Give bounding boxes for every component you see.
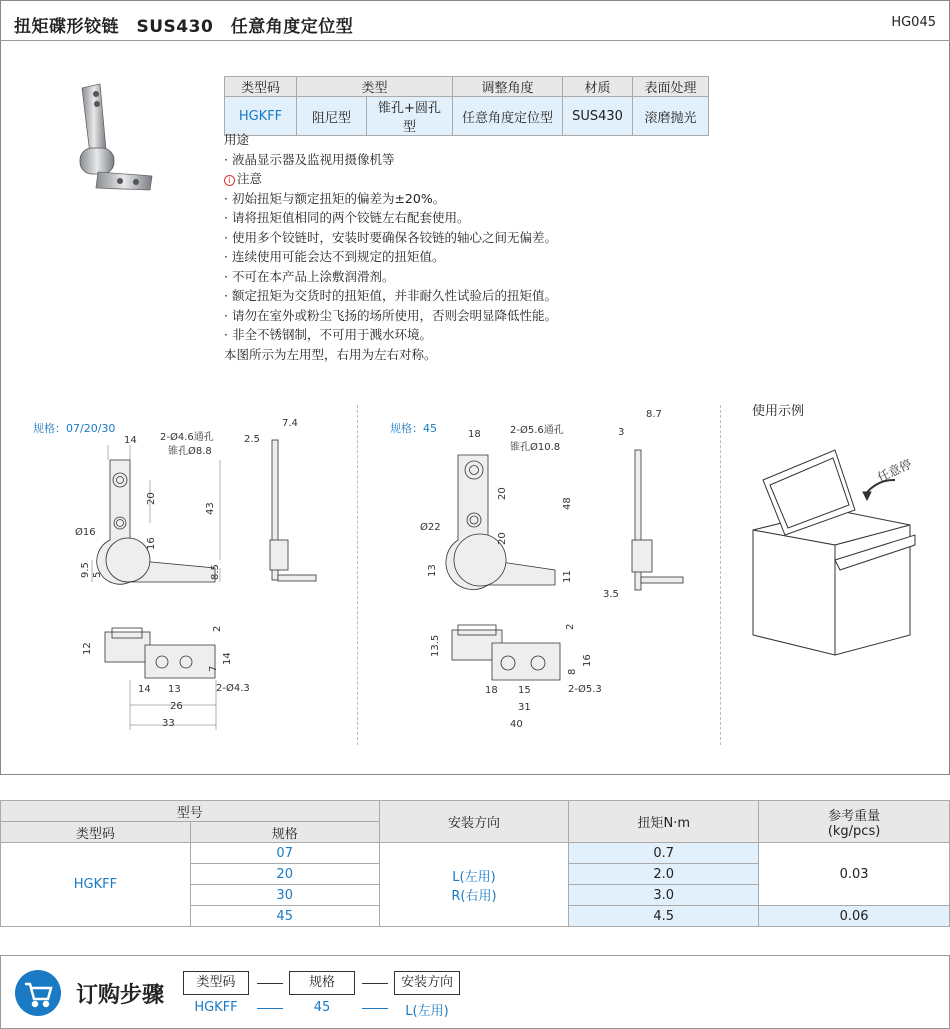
divider-1 — [357, 405, 358, 745]
drawing2 — [370, 405, 710, 740]
spec-cell: 30 — [190, 885, 379, 906]
spec-type-damper: 阻尼型 — [297, 97, 367, 136]
step-connector — [362, 1008, 388, 1009]
svg-text:3.5: 3.5 — [603, 589, 619, 600]
spec-cell: 45 — [190, 906, 379, 927]
svg-text:Ø16: Ø16 — [75, 527, 96, 538]
order-step-value: L(左用) — [405, 1004, 449, 1019]
drawing1 — [20, 410, 340, 740]
svg-text:13: 13 — [168, 684, 181, 695]
spec-cell: 07 — [190, 843, 379, 864]
caution-title: 注意 — [237, 171, 263, 186]
svg-text:2: 2 — [565, 623, 576, 630]
svg-text:31: 31 — [518, 702, 531, 713]
drawing2-spec-label: 规格：45 — [390, 422, 437, 435]
svg-text:12: 12 — [82, 642, 93, 655]
spec-angle: 任意角度定位型 — [453, 97, 563, 136]
svg-text:20: 20 — [497, 487, 508, 500]
type-code-cell: HGKFF — [1, 843, 191, 927]
info-icon: i — [224, 175, 235, 186]
svg-text:13.5: 13.5 — [430, 634, 441, 657]
svg-text:8: 8 — [567, 668, 578, 675]
direction-cell — [379, 843, 569, 927]
svg-text:13: 13 — [427, 564, 438, 577]
svg-text:40: 40 — [510, 719, 523, 730]
torque-cell: 2.0 — [569, 864, 759, 885]
order-title: 订购步骤 — [76, 983, 165, 1008]
caution-title-row — [224, 169, 557, 189]
svg-text:8.7: 8.7 — [646, 409, 662, 420]
spec-type-hole: 锥孔+圆孔型 — [367, 97, 453, 136]
direction-header: 安装方向 — [379, 801, 569, 843]
svg-text:14: 14 — [124, 435, 137, 446]
order-step-label: 规格 — [289, 971, 355, 995]
usage-title: 用途 — [224, 132, 250, 147]
product-code: HG045 — [891, 15, 936, 30]
svg-text:5: 5 — [92, 571, 103, 578]
spec-cell: 20 — [190, 864, 379, 885]
svg-text:Ø22: Ø22 — [420, 522, 441, 533]
notes-section — [224, 130, 557, 364]
type-code-header: 类型码 — [1, 822, 191, 843]
spec-header-angle: 调整角度 — [453, 77, 563, 97]
spec-header-surface: 表面处理 — [633, 77, 709, 97]
weight-header-label: 参考重量 — [828, 808, 881, 824]
order-step-label: 类型码 — [183, 971, 249, 995]
svg-text:20: 20 — [497, 532, 508, 545]
svg-text:7: 7 — [208, 665, 219, 672]
svg-text:14: 14 — [138, 684, 151, 695]
cart-icon — [15, 970, 61, 1016]
svg-text:锥孔Ø8.8: 锥孔Ø8.8 — [168, 446, 212, 457]
caution-item: · 非全不锈钢制，不可用于溅水环境。 — [224, 327, 432, 342]
weight-header-unit: (kg/pcs) — [827, 823, 881, 839]
order-step-value: 45 — [313, 1000, 331, 1015]
caution-item: · 请将扭矩值相同的两个铰链左右配套使用。 — [224, 210, 470, 225]
order-step-value: HGKFF — [194, 1000, 238, 1015]
usage-text: · 液晶显示器及监视用摄像机等 — [224, 151, 395, 167]
svg-text:43: 43 — [205, 502, 216, 515]
svg-text:2.5: 2.5 — [244, 434, 260, 445]
usage-illustration — [745, 440, 935, 660]
svg-text:2-Ø5.6通孔: 2-Ø5.6通孔 — [510, 425, 564, 436]
caution-item: · 请勿在室外或粉尘飞扬的场所使用，否则会明显降低性能。 — [224, 307, 557, 323]
svg-text:33: 33 — [162, 718, 175, 729]
header-divider — [0, 40, 950, 41]
torque-cell: 3.0 — [569, 885, 759, 906]
spec-type-code: HGKFF — [225, 97, 297, 136]
svg-text:18: 18 — [485, 685, 498, 696]
svg-text:2-Ø4.6通孔: 2-Ø4.6通孔 — [160, 432, 214, 443]
spec-header-type: 类型 — [297, 77, 453, 97]
notes-footer: 本图所示为左用型，右用为左右对称。 — [224, 346, 437, 362]
usage-example-title: 使用示例 — [752, 404, 805, 419]
order-step-label: 安装方向 — [394, 971, 460, 995]
svg-text:8.5: 8.5 — [210, 564, 221, 580]
weight-cell: 0.06 — [759, 906, 950, 927]
svg-text:26: 26 — [170, 701, 183, 712]
caution-item: · 连续使用可能会达不到规定的扭矩值。 — [224, 249, 445, 264]
svg-text:16: 16 — [146, 537, 157, 550]
weight-cell: 0.03 — [759, 843, 950, 906]
svg-text:9.5: 9.5 — [80, 562, 91, 578]
page-title: 扭矩碟形铰链 SUS430 任意角度定位型 — [14, 17, 354, 37]
product-photo — [70, 80, 160, 200]
divider-2 — [720, 405, 721, 745]
spec-surface: 滚磨抛光 — [633, 97, 709, 136]
step-connector — [362, 983, 388, 984]
caution-item: · 不可在本产品上涂敷润滑剂。 — [224, 268, 395, 284]
spec-header-type-code: 类型码 — [225, 77, 297, 97]
svg-text:2: 2 — [212, 625, 223, 632]
svg-text:2-Ø4.3: 2-Ø4.3 — [216, 683, 250, 694]
caution-item: · 额定扭矩为交货时的扭矩值，并非耐久性试验后的扭矩值。 — [224, 288, 557, 303]
spec-material: SUS430 — [563, 97, 633, 136]
caution-item: · 使用多个铰链时，安装时要确保各铰链的轴心之间无偏差。 — [224, 229, 557, 245]
svg-text:15: 15 — [518, 685, 531, 696]
svg-text:3: 3 — [618, 427, 625, 438]
order-steps — [0, 955, 950, 1029]
step-connector — [257, 983, 283, 984]
svg-text:48: 48 — [562, 497, 573, 510]
direction-right: R(右用) — [451, 888, 497, 904]
svg-text:锥孔Ø10.8: 锥孔Ø10.8 — [510, 442, 561, 453]
svg-text:2-Ø5.3: 2-Ø5.3 — [568, 684, 602, 695]
svg-text:20: 20 — [146, 492, 157, 505]
spec-table — [224, 76, 709, 136]
model-header: 型号 — [1, 801, 380, 822]
direction-left: L(左用) — [452, 869, 496, 885]
svg-text:16: 16 — [582, 654, 593, 667]
svg-text:11: 11 — [562, 570, 573, 583]
step-connector — [257, 1008, 283, 1009]
drawing1-spec-label: 规格：07/20/30 — [33, 422, 116, 435]
torque-header: 扭矩N·m — [569, 801, 759, 843]
weight-header — [759, 801, 950, 843]
torque-cell: 4.5 — [569, 906, 759, 927]
torque-cell: 0.7 — [569, 843, 759, 864]
model-table — [0, 800, 950, 927]
usage-arrow-label: 任意停 — [875, 456, 914, 485]
svg-text:7.4: 7.4 — [282, 418, 298, 429]
svg-text:14: 14 — [222, 652, 233, 665]
svg-text:18: 18 — [468, 429, 481, 440]
spec-header-material: 材质 — [563, 77, 633, 97]
caution-item: · 初始扭矩与额定扭矩的偏差为±20%。 — [224, 190, 446, 206]
spec-header: 规格 — [190, 822, 379, 843]
